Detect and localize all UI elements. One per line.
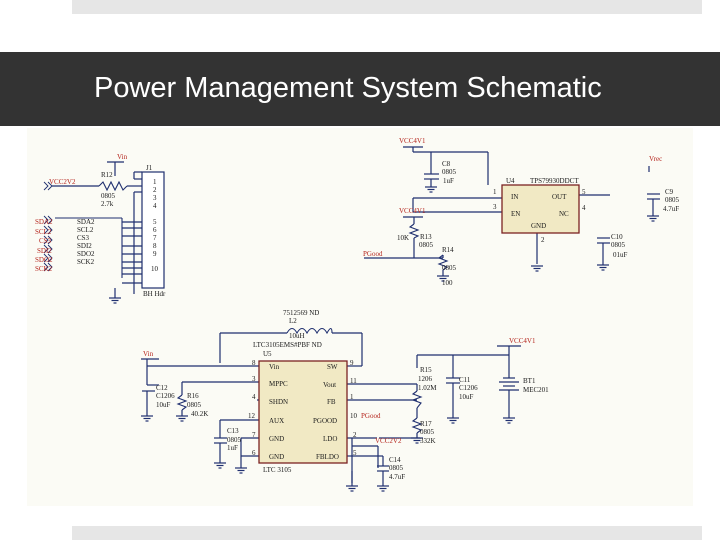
j1-label-sdi2: SDI2 (77, 242, 92, 250)
left-net-scl2: SCL2 (35, 228, 52, 236)
u5-pin-num-aux: 12 (248, 412, 255, 420)
j1-pin-7: 7 (153, 234, 157, 242)
net-vcc4v1-c8: VCC4V1 (399, 137, 426, 145)
net-pgood-u5: PGood (361, 412, 381, 420)
c14-ref: C14 (389, 456, 401, 464)
c8-ref: C8 (442, 160, 451, 168)
r12-ref: R12 (101, 171, 113, 179)
j1-label-cs3: CS3 (77, 234, 90, 242)
bt1-ref: BT1 (523, 377, 536, 385)
c12-pkg: C1206 (156, 392, 175, 400)
l2-part: 7512569 ND (283, 309, 320, 317)
u4-label-nc: NC (559, 210, 569, 218)
net-vrec: Vrec (649, 155, 663, 163)
u5-pin-num-vin: 8 (252, 359, 256, 367)
u5-pin-label-ldo: LDO (323, 435, 338, 443)
left-net-sdi2: SDI2 (37, 247, 52, 255)
j1-label-sck2: SCK2 (77, 258, 95, 266)
u5-pin-num-sw: 9 (350, 359, 354, 367)
u5-pin-label-aux: AUX (269, 417, 285, 425)
r17-pkg: 0805 (420, 428, 434, 436)
r16-pkg: 0805 (187, 401, 201, 409)
r14-value: 100 (442, 279, 453, 287)
r14-ref: R14 (442, 246, 454, 254)
u5-pin-label-shdn: SHDN (269, 398, 289, 406)
r15-pkg: 1206 (418, 375, 432, 383)
net-vin-u5: Vin (143, 350, 154, 358)
net-vcc4v1-r15: VCC4V1 (509, 337, 536, 345)
net-vin-top: Vin (117, 153, 128, 161)
c8-value: 1uF (443, 177, 454, 185)
u5-pin-label-gnd1: GND (269, 435, 285, 443)
j1-pin-6: 6 (153, 226, 157, 234)
r17-ref: R17 (420, 420, 432, 428)
left-net-sdo2: SDO2 (35, 256, 53, 264)
c9-ref: C9 (665, 188, 674, 196)
j1-pin-3: 3 (153, 194, 157, 202)
u5-part-top: LTC3105EMS#PBF ND (253, 341, 322, 349)
r16-value: 40.2K (191, 410, 209, 418)
r17-value: 332K (420, 437, 436, 445)
u4-label-out: OUT (552, 193, 567, 201)
j1-pin-1: 1 (153, 178, 157, 186)
u4-pin-1: 1 (493, 188, 497, 196)
c9-value: 4.7uF (663, 205, 680, 213)
c9-pkg: 0805 (665, 196, 679, 204)
u5-converter-body (259, 361, 347, 463)
c10-pkg: 0805 (611, 241, 625, 249)
u4-pin-3: 3 (493, 203, 497, 211)
u4-label-en: EN (511, 210, 521, 218)
u5-pin-num-fb: 1 (350, 393, 354, 401)
schematic-diagram (27, 128, 693, 506)
c10-ref: C10 (611, 233, 623, 241)
u5-pin-num-pgood: 10 (350, 412, 357, 420)
u5-pin-num-ldo: 2 (353, 431, 357, 439)
r16-ref: R16 (187, 392, 199, 400)
u5-pin-label-fbldo: FBLDO (316, 453, 339, 461)
c12-ref: C12 (156, 384, 168, 392)
u4-part: TPS79930DDCT (530, 177, 579, 185)
net-pgood-r13: PGood (363, 250, 383, 258)
c13-pkg: 0805 (227, 436, 241, 444)
j1-label-sda2: SDA2 (77, 218, 95, 226)
bottom-strip (72, 526, 702, 540)
j1-pin-2: 2 (153, 186, 157, 194)
u5-pin-num-vout: 11 (350, 377, 357, 385)
u5-pin-num-gnd2: 6 (252, 449, 256, 457)
left-net-sda2: SDA2 (35, 218, 53, 226)
u5-ref: U5 (263, 350, 272, 358)
u4-pin-2: 2 (541, 236, 545, 244)
c12-value: 10uF (156, 401, 171, 409)
r12-pkg: 0805 (101, 192, 115, 200)
u4-pin-5: 5 (582, 188, 586, 196)
l2-value: 10uH (289, 332, 305, 340)
j1-pin-5: 5 (153, 218, 157, 226)
u5-part-bottom: LTC 3105 (263, 466, 292, 474)
j1-value: BH Hdr (143, 290, 166, 298)
u5-pin-num-mppc: 3 (252, 375, 256, 383)
top-strip (72, 0, 702, 14)
net-vcc2v2-in: VCC2V2 (49, 178, 76, 186)
r13-pkg: 0805 (419, 241, 433, 249)
l2-ref: L2 (289, 317, 297, 325)
c11-pkg: C1206 (459, 384, 478, 392)
schematic-canvas (27, 128, 693, 506)
u5-pin-label-vin: Vin (269, 363, 280, 371)
u4-label-gnd: GND (531, 222, 547, 230)
net-vcc2v2-out: VCC2V2 (375, 437, 402, 445)
r15-ref: R15 (420, 366, 432, 374)
u5-pin-label-gnd2: GND (269, 453, 285, 461)
c8-pkg: 0805 (442, 168, 456, 176)
c13-ref: C13 (227, 427, 239, 435)
u4-label-in: IN (511, 193, 519, 201)
r15-value: 1.02M (418, 384, 437, 392)
c10-value: 01uF (613, 251, 628, 259)
c11-ref: C11 (459, 376, 471, 384)
u5-pin-num-shdn: 4 (252, 393, 256, 401)
bt1-part: MEC201 (523, 386, 549, 394)
j1-pin-4: 4 (153, 202, 157, 210)
slide-title: Power Management System Schematic (94, 72, 602, 104)
c14-pkg: 0805 (389, 464, 403, 472)
j1-pin-9: 9 (153, 250, 157, 258)
u5-pin-label-sw: SW (327, 363, 338, 371)
j1-ref: J1 (146, 164, 153, 172)
u5-pin-num-gnd1: 7 (252, 431, 256, 439)
left-net-sck2: SCK2 (35, 265, 53, 273)
j1-pin-10: 10 (151, 265, 158, 273)
j1-pin-8: 8 (153, 242, 157, 250)
u5-pin-label-mppc: MPPC (269, 380, 288, 388)
j1-label-sdo2: SDO2 (77, 250, 95, 258)
r13-ref: R13 (420, 233, 432, 241)
j1-label-scl2: SCL2 (77, 226, 94, 234)
u4-pin-4: 4 (582, 204, 586, 212)
u5-pin-label-fb: FB (327, 398, 336, 406)
c13-value: 1uF (227, 444, 238, 452)
c14-value: 4.7uF (389, 473, 406, 481)
net-vcc4v1-r13: VCC4V1 (399, 207, 426, 215)
u5-pin-label-pgood: PGOOD (313, 417, 338, 425)
u5-pin-label-vout: Vout (323, 381, 337, 389)
r14-pkg: 0805 (442, 264, 456, 272)
r13-prefix: 10K (397, 234, 410, 242)
r12-value: 2.7k (101, 200, 114, 208)
left-net-cs3: CS3 (39, 237, 52, 245)
c11-value: 10uF (459, 393, 474, 401)
u5-pin-num-fbldo: 5 (353, 449, 357, 457)
u4-ref: U4 (506, 177, 515, 185)
